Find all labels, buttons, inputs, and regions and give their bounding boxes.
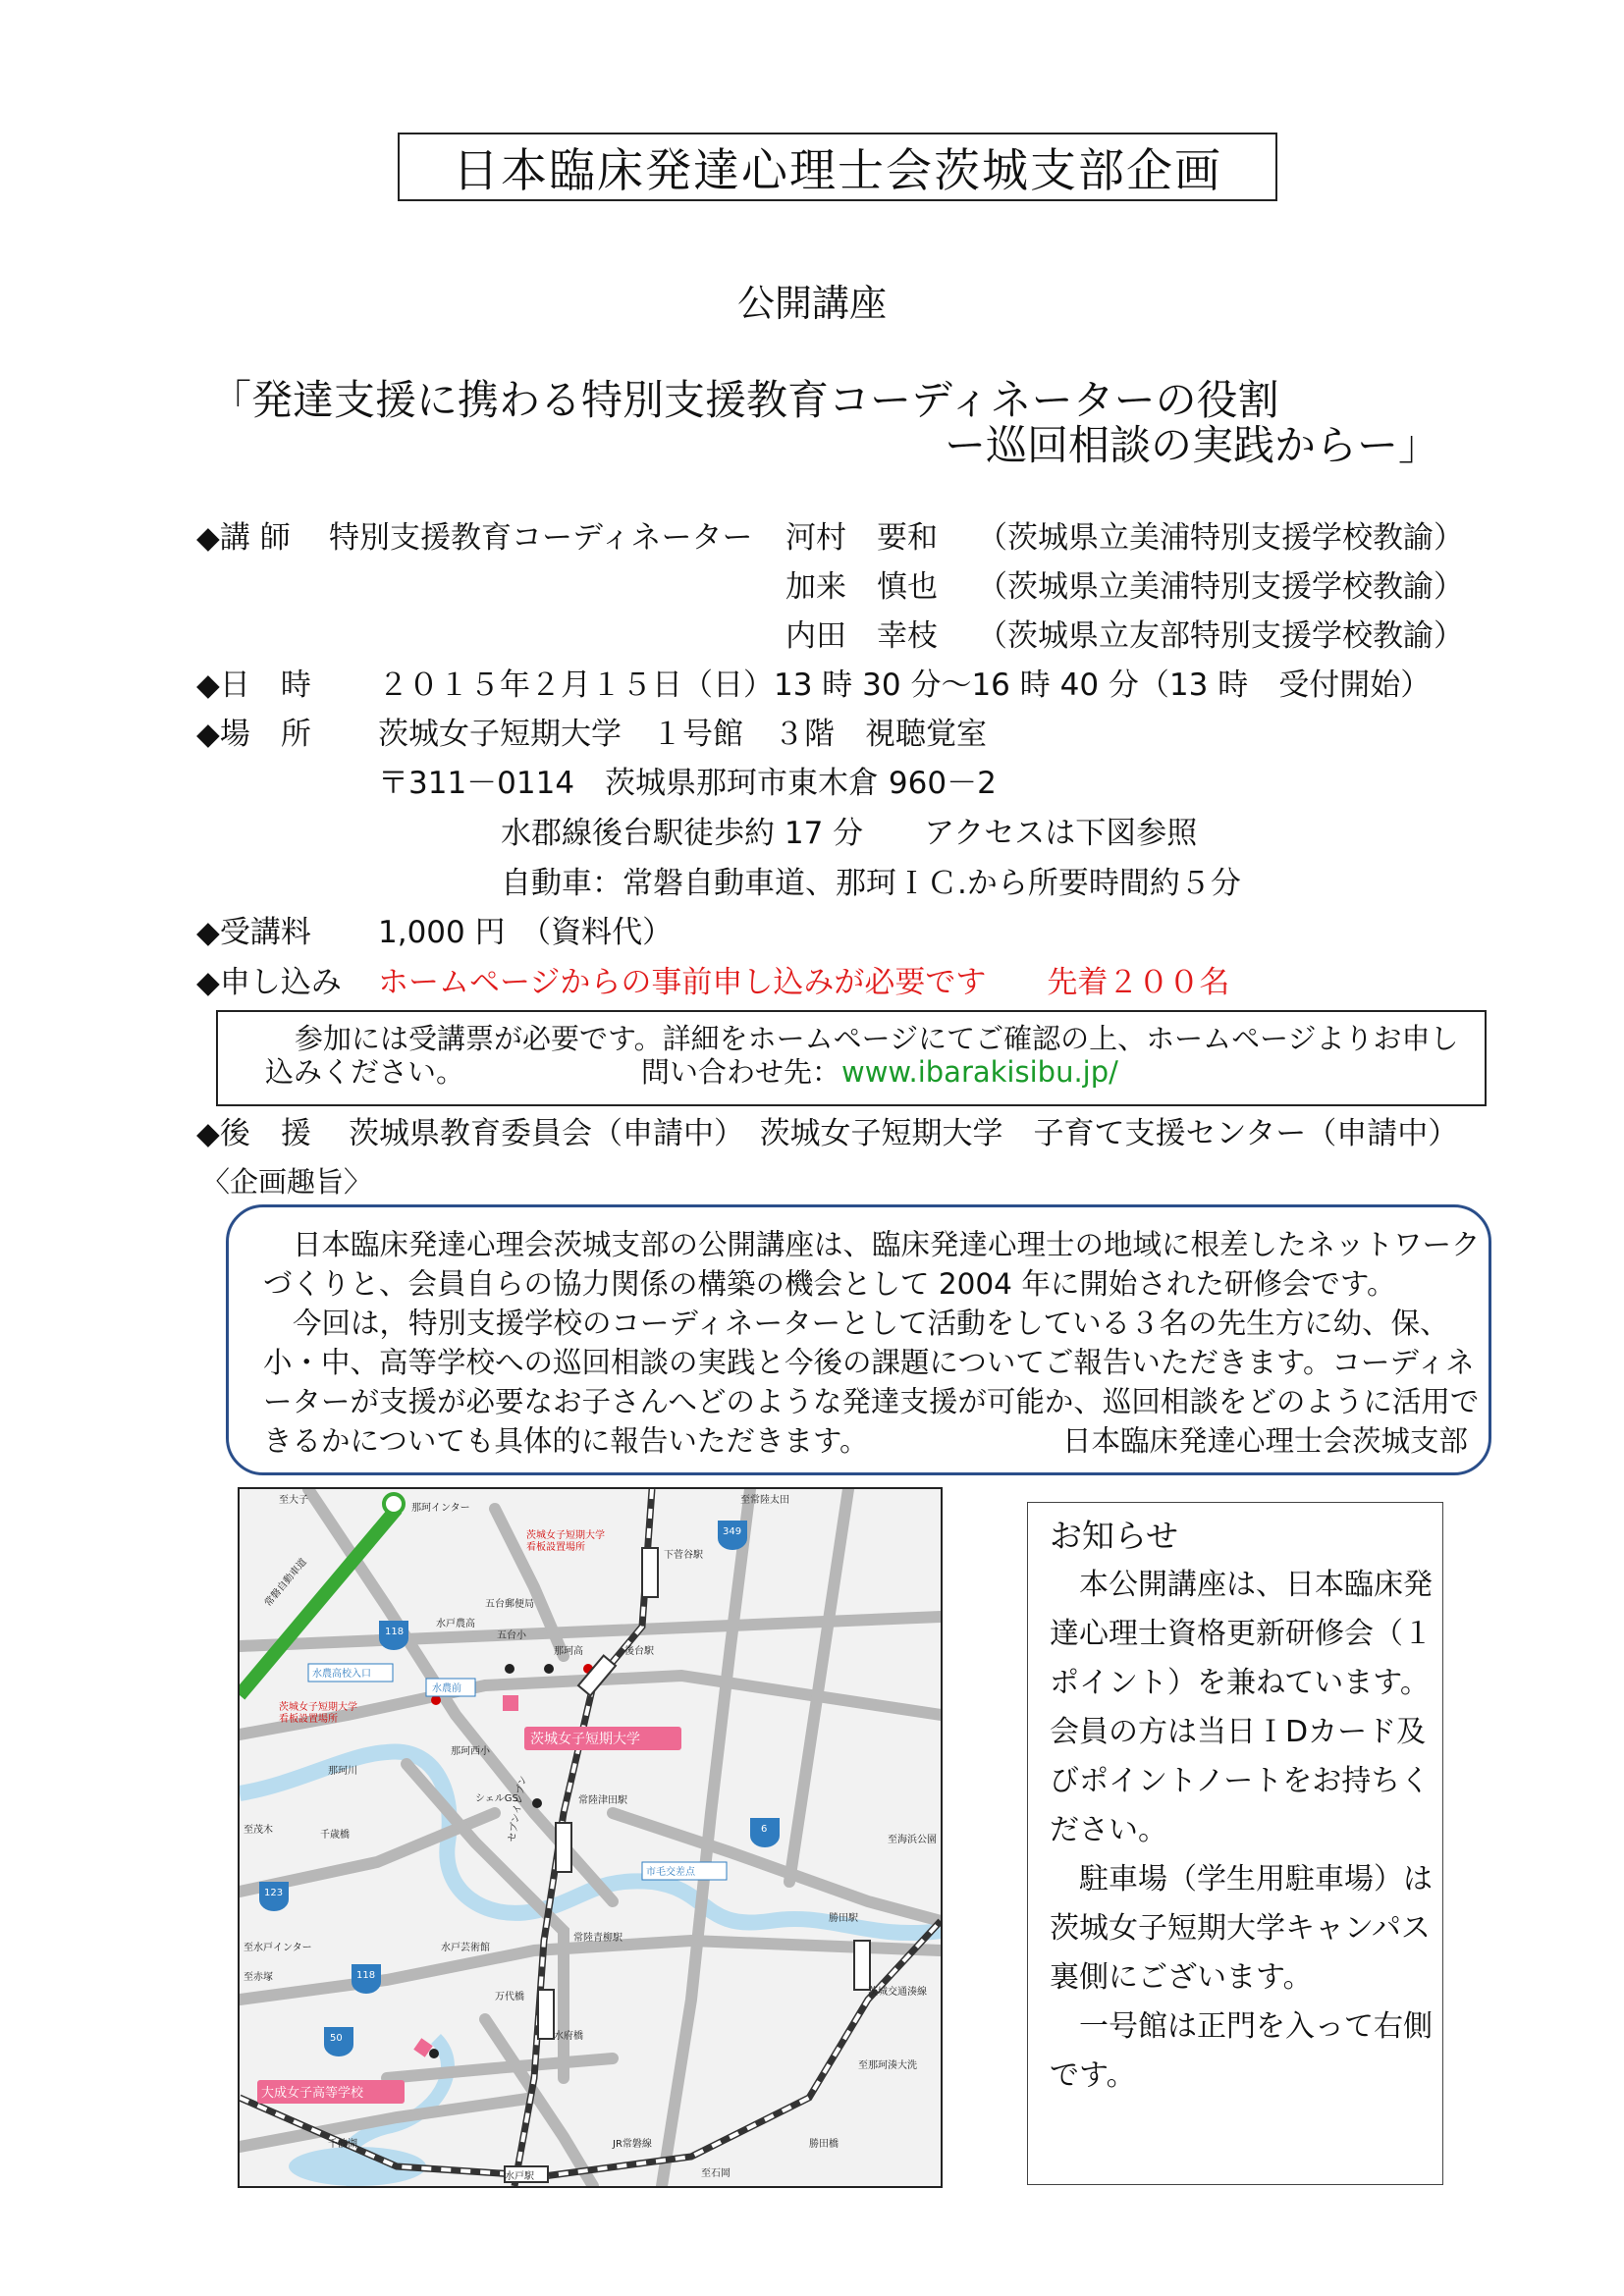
oshirase-line: 駐車場（学生用駐車場）は — [1079, 1862, 1433, 1896]
map-label: 五台郵便局 — [485, 1599, 534, 1610]
oshirase-line: ださい。 — [1050, 1813, 1167, 1847]
map-college-label: 茨城女子短期大学 — [530, 1732, 640, 1747]
apply-label: ◆申し込み — [196, 965, 342, 1000]
access-map-svg — [240, 1489, 941, 2186]
map-label: シェルGS — [475, 1793, 518, 1804]
route-number: 118 — [385, 1627, 405, 1637]
oshirase-line: ポイント）を兼ねています。 — [1050, 1666, 1430, 1700]
venue-label: ◆場 所 — [196, 717, 311, 752]
map-label: 至茂木 — [244, 1825, 273, 1836]
map-label: JR常磐線 — [613, 2139, 652, 2150]
datetime-label: ◆日 時 — [196, 667, 311, 703]
map-label: 常磐自動車道 — [262, 1556, 309, 1609]
oshirase-line: 達心理士資格更新研修会（１ — [1050, 1617, 1433, 1651]
oshirase-line: 茨城女子短期大学キャンパス — [1050, 1911, 1431, 1946]
route-number: 349 — [723, 1526, 742, 1537]
venue-car-access: 自動車：常磐自動車道、那珂ＩＣ.から所要時間約５分 — [501, 866, 1241, 901]
venue-address: 〒311－0114 茨城県那珂市東木倉 960－2 — [378, 766, 997, 801]
oshirase-box — [1027, 1502, 1443, 2185]
org-title-box — [398, 133, 1277, 201]
map-label: 至那珂湊大洗 — [858, 2060, 917, 2071]
map-label: 水戸農高 — [436, 1619, 475, 1629]
oshirase-line: びポイントノートをお持ちく — [1050, 1764, 1431, 1798]
support-label: ◆後 援 — [196, 1116, 311, 1151]
oshirase-heading: お知らせ — [1050, 1517, 1179, 1555]
title-line-1: 「発達支援に携わる特別支援教育コーディネーターの役割 — [210, 376, 1279, 424]
lecturers-role: 特別支援教育コーディネーター — [329, 520, 753, 556]
map-label: 看板設置場所 — [526, 1542, 585, 1553]
venue-train-access: 水郡線後台駅徒歩約 17 分 アクセスは下図参照 — [501, 816, 1198, 851]
support-value: 茨城県教育委員会（申請中） 茨城女子短期大学 子育て支援センター（申請中） — [349, 1116, 1459, 1151]
map-label: 那珂インター — [411, 1503, 470, 1514]
access-map — [238, 1487, 943, 2188]
aim-line: きるかについても具体的に報告いただきます。 — [263, 1424, 869, 1458]
datetime-value: ２０１５年２月１５日（日）13 時 30 分～16 時 40 分（13 時 受付開始） — [378, 667, 1432, 703]
route-number: 50 — [330, 2033, 343, 2044]
map-label: 茨城交通湊線 — [868, 1987, 927, 1998]
notice-line-1: 参加には受講票が必要です。詳細をホームページにてご確認の上、ホームページよりお申し — [295, 1022, 1459, 1055]
map-label: 五台小 — [497, 1630, 526, 1641]
notice-line-2: 込みください。 — [265, 1055, 465, 1089]
map-label: 那珂高 — [554, 1646, 583, 1657]
map-label: 至大子 — [279, 1495, 308, 1506]
apply-value: ホームページからの事前申し込みが必要です 先着２００名 — [378, 965, 1230, 1000]
lecturers-label: ◆講 師 — [196, 520, 291, 556]
map-label: 勝田駅 — [829, 1913, 858, 1924]
route-number: 123 — [264, 1888, 284, 1898]
lecturer-name: 河村 要和 — [785, 520, 938, 556]
map-label: 水府橋 — [554, 2031, 583, 2042]
contact-label: 問い合わせ先： — [641, 1055, 841, 1089]
map-label: 至常陸太田 — [740, 1495, 789, 1506]
map-label: 那珂川 — [328, 1766, 357, 1777]
map-label: 万代橋 — [495, 1992, 524, 2002]
aim-line: 今回は，特別支援学校のコーディネーターとして活動をしている３名の先生方に幼、保、 — [293, 1307, 1449, 1340]
oshirase-line: 本公開講座は、日本臨床発 — [1079, 1568, 1433, 1602]
oshirase-line: です。 — [1050, 2058, 1136, 2093]
map-taisei-label: 大成女子高等学校 — [261, 2086, 364, 2101]
map-label: 水農高校入口 — [312, 1669, 371, 1680]
map-label: 水戸駅 — [505, 2171, 534, 2182]
lecturer-affiliation: （茨城県立友部特別支援学校教諭） — [977, 618, 1464, 654]
map-label: 茨城女子短期大学 — [526, 1530, 605, 1541]
map-label: 千歳橋 — [320, 1830, 350, 1841]
lecture-label: 公開講座 — [736, 282, 887, 325]
lecturer-name: 内田 幸枝 — [785, 618, 938, 654]
oshirase-line: 会員の方は当日ＩDカード及 — [1050, 1715, 1427, 1749]
lecturer-affiliation: （茨城県立美浦特別支援学校教諭） — [977, 520, 1464, 556]
contact-url-link[interactable]: www.ibarakisibu.jp/ — [841, 1055, 1118, 1089]
oshirase-line: 一号館は正門を入って右側 — [1079, 2009, 1433, 2044]
map-label: 千波湖 — [328, 2139, 357, 2150]
map-label: 至石岡 — [701, 2168, 731, 2179]
map-label: セブンイレブン — [507, 1774, 529, 1843]
map-label: 茨城女子短期大学 — [279, 1702, 357, 1713]
map-label: 勝田橋 — [809, 2139, 839, 2150]
map-label: 常陸津田駅 — [578, 1795, 627, 1806]
aim-signature: 日本臨床発達心理士会茨城支部 — [1062, 1424, 1469, 1458]
fee-label: ◆受講料 — [196, 915, 311, 950]
org-title: 日本臨床発達心理士会茨城支部企画 — [453, 143, 1222, 198]
lecturer-name: 加来 慎也 — [785, 569, 938, 605]
map-label: 那珂西小 — [451, 1746, 490, 1757]
aim-line: 小・中、高等学校への巡回相談の実践と今後の課題についてご報告いただきます。コーディネ — [263, 1346, 1475, 1379]
lecturer-affiliation: （茨城県立美浦特別支援学校教諭） — [977, 569, 1464, 605]
map-label: 至赤塚 — [244, 1972, 273, 1983]
oshirase-line: 裏側にございます。 — [1050, 1960, 1313, 1995]
route-number: 6 — [761, 1824, 768, 1835]
aim-line: 日本臨床発達心理会茨城支部の公開講座は、臨床発達心理士の地域に根差したネットワーク — [293, 1228, 1481, 1261]
aim-line: ーターが支援が必要なお子さんへどのような発達支援が可能か、巡回相談をどのように活用で — [263, 1385, 1480, 1418]
map-label: 後台駅 — [624, 1646, 654, 1657]
fee-value: 1,000 円 （資料代） — [378, 915, 674, 950]
aim-line: づくりと、会員自らの協力関係の構築の機会として 2004 年に開始された研修会です。 — [263, 1267, 1396, 1301]
map-label: 市毛交差点 — [646, 1867, 695, 1878]
map-label: 至海浜公園 — [888, 1835, 937, 1845]
title-line-2: ー巡回相談の実践からー」 — [945, 421, 1440, 469]
route-number: 118 — [356, 1970, 376, 1981]
map-label: 水戸芸術館 — [441, 1943, 490, 1953]
venue-name: 茨城女子短期大学 １号館 ３階 視聴覚室 — [378, 717, 987, 752]
map-label: 常陸青柳駅 — [573, 1933, 623, 1944]
map-label: 下菅谷駅 — [664, 1550, 703, 1561]
map-label: 至水戸インター — [244, 1943, 312, 1953]
map-label: 看板設置場所 — [279, 1714, 338, 1725]
map-label: 水農前 — [432, 1683, 461, 1694]
aim-heading: 〈企画趣旨〉 — [201, 1165, 373, 1199]
